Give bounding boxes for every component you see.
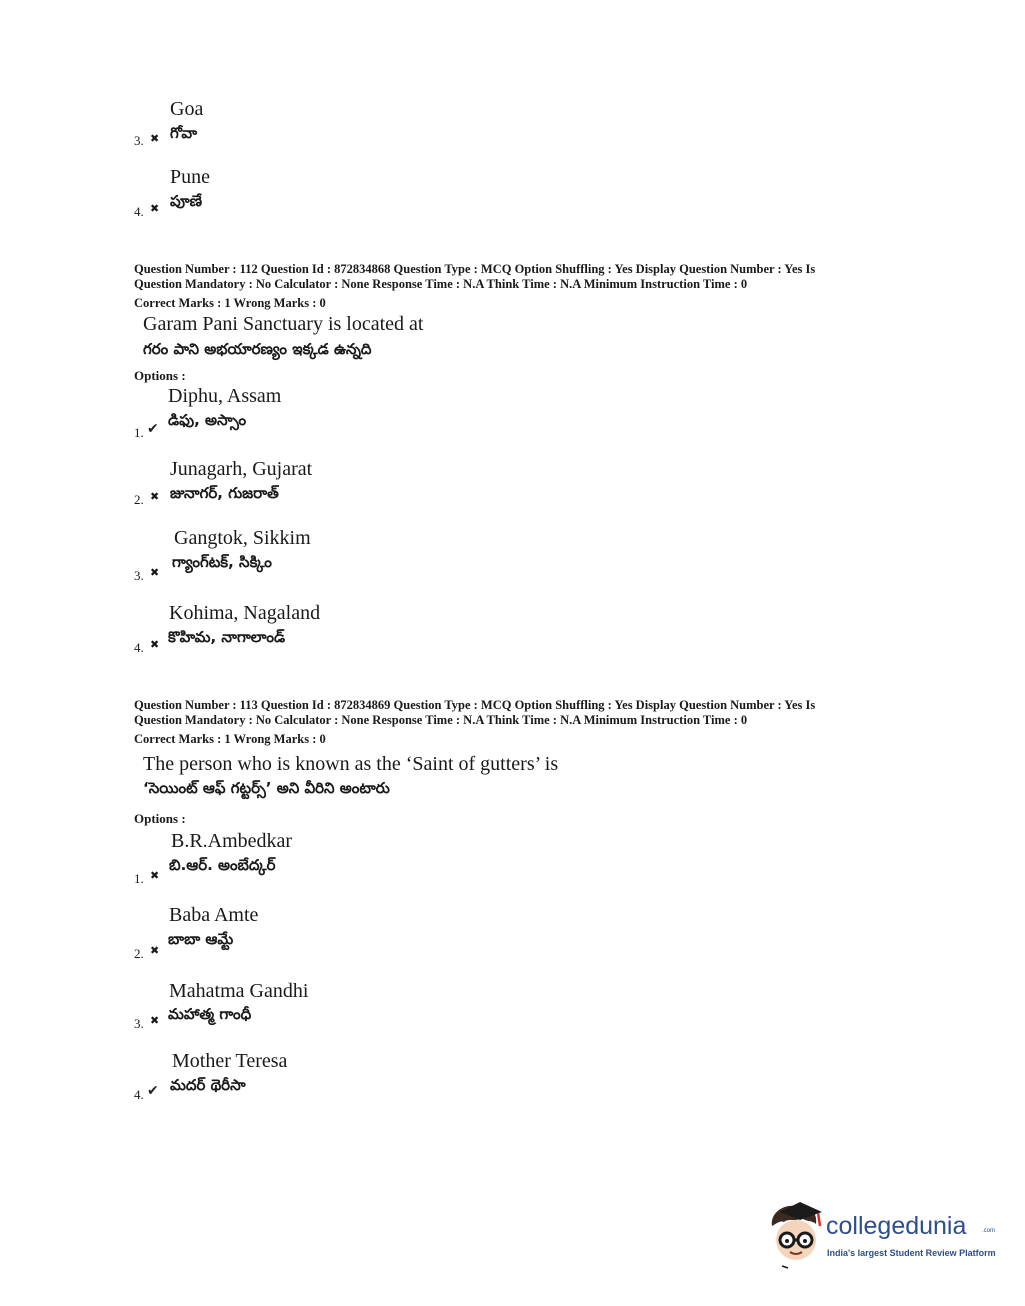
- option-number: 1.: [134, 425, 144, 440]
- option-text-te: గ్యాంగ్‌టక్, సిక్కిం: [172, 553, 272, 571]
- option-text-en: Baba Amte: [169, 904, 259, 926]
- question-marks: Correct Marks : 1 Wrong Marks : 0: [134, 732, 326, 746]
- option-text-en: Kohima, Nagaland: [169, 602, 321, 624]
- option-text-en: Junagarh, Gujarat: [170, 458, 313, 480]
- logo-domain-suffix: .com: [982, 1228, 996, 1234]
- option-text-en: Goa: [170, 98, 204, 120]
- option-number: 2.: [134, 946, 144, 961]
- question-meta-line2: Question Mandatory : No Calculator : None Response Time : N.A Think Time : N.A Minimum Instruction Time : 0: [134, 713, 748, 727]
- correct-check-icon: ✔: [147, 421, 159, 437]
- option-text-en: Gangtok, Sikkim: [174, 527, 311, 549]
- option-text-te: జునాగర్, గుజరాత్: [170, 484, 279, 502]
- options-label: Options :: [134, 368, 186, 383]
- collegedunia-logo: [766, 1200, 996, 1272]
- wrong-mark-icon: ✖: [150, 1014, 160, 1027]
- wrong-mark-icon: ✖: [150, 944, 160, 957]
- option-text-te: పూణే: [170, 192, 203, 210]
- mascot-icon: [766, 1200, 826, 1270]
- wrong-mark-icon: ✖: [150, 869, 160, 882]
- wrong-mark-icon: ✖: [150, 566, 160, 579]
- options-label: Options :: [134, 811, 186, 826]
- question-text-te: గరం పాని అభయారణ్యం ఇక్కడ ఉన్నది: [143, 340, 372, 358]
- option-text-te: డిఫు, అస్సాం: [168, 411, 247, 429]
- question-text-en: The person who is known as the ‘Saint of gutters’ is: [143, 753, 559, 775]
- option-text-en: B.R.Ambedkar: [171, 830, 293, 852]
- option-text-te: మదర్ థెరీసా: [170, 1076, 246, 1094]
- option-text-en: Mother Teresa: [172, 1050, 288, 1072]
- correct-check-icon: ✔: [147, 1083, 159, 1099]
- question-marks: Correct Marks : 1 Wrong Marks : 0: [134, 296, 326, 310]
- question-text-te: ‘సెయింట్ ఆఫ్ గట్టర్స్’ అని వీరిని అంటారు: [143, 779, 390, 797]
- option-number: 3.: [134, 568, 144, 583]
- logo-wordmark: collegedunia: [826, 1212, 967, 1240]
- option-text-te: గోవా: [170, 124, 198, 142]
- wrong-mark-icon: ✖: [150, 202, 160, 215]
- option-number: 3.: [134, 1016, 144, 1031]
- option-text-en: Diphu, Assam: [168, 385, 282, 407]
- question-meta-line2: Question Mandatory : No Calculator : None Response Time : N.A Think Time : N.A Minimum Instruction Time : 0: [134, 277, 748, 291]
- option-number: 4.: [134, 1087, 144, 1102]
- option-text-en: Mahatma Gandhi: [169, 980, 309, 1002]
- option-number: 4.: [134, 204, 144, 219]
- option-text-te: బాబా ఆమ్టే: [168, 930, 234, 948]
- wrong-mark-icon: ✖: [150, 132, 160, 145]
- option-number: 4.: [134, 640, 144, 655]
- logo-tagline: India's largest Student Review Platform: [827, 1248, 996, 1258]
- option-text-te: మహాత్మ గాంధీ: [168, 1005, 252, 1023]
- option-number: 2.: [134, 492, 144, 507]
- option-text-te: కొహిమ, నాగాలాండ్: [168, 628, 286, 646]
- question-text-en: Garam Pani Sanctuary is located at: [143, 313, 424, 335]
- wrong-mark-icon: ✖: [150, 490, 160, 503]
- option-number: 1.: [134, 871, 144, 886]
- wrong-mark-icon: ✖: [150, 638, 160, 651]
- question-meta-line1: Question Number : 112 Question Id : 872834868 Question Type : MCQ Option Shuffling : Yes Display Question Number : Yes Is: [134, 262, 816, 276]
- option-number: 3.: [134, 133, 144, 148]
- option-text-te: బి.ఆర్. అంబేద్కర్: [169, 856, 276, 874]
- option-text-en: Pune: [170, 166, 210, 188]
- question-meta-line1: Question Number : 113 Question Id : 872834869 Question Type : MCQ Option Shuffling : Yes Display Question Number : Yes Is: [134, 698, 816, 712]
